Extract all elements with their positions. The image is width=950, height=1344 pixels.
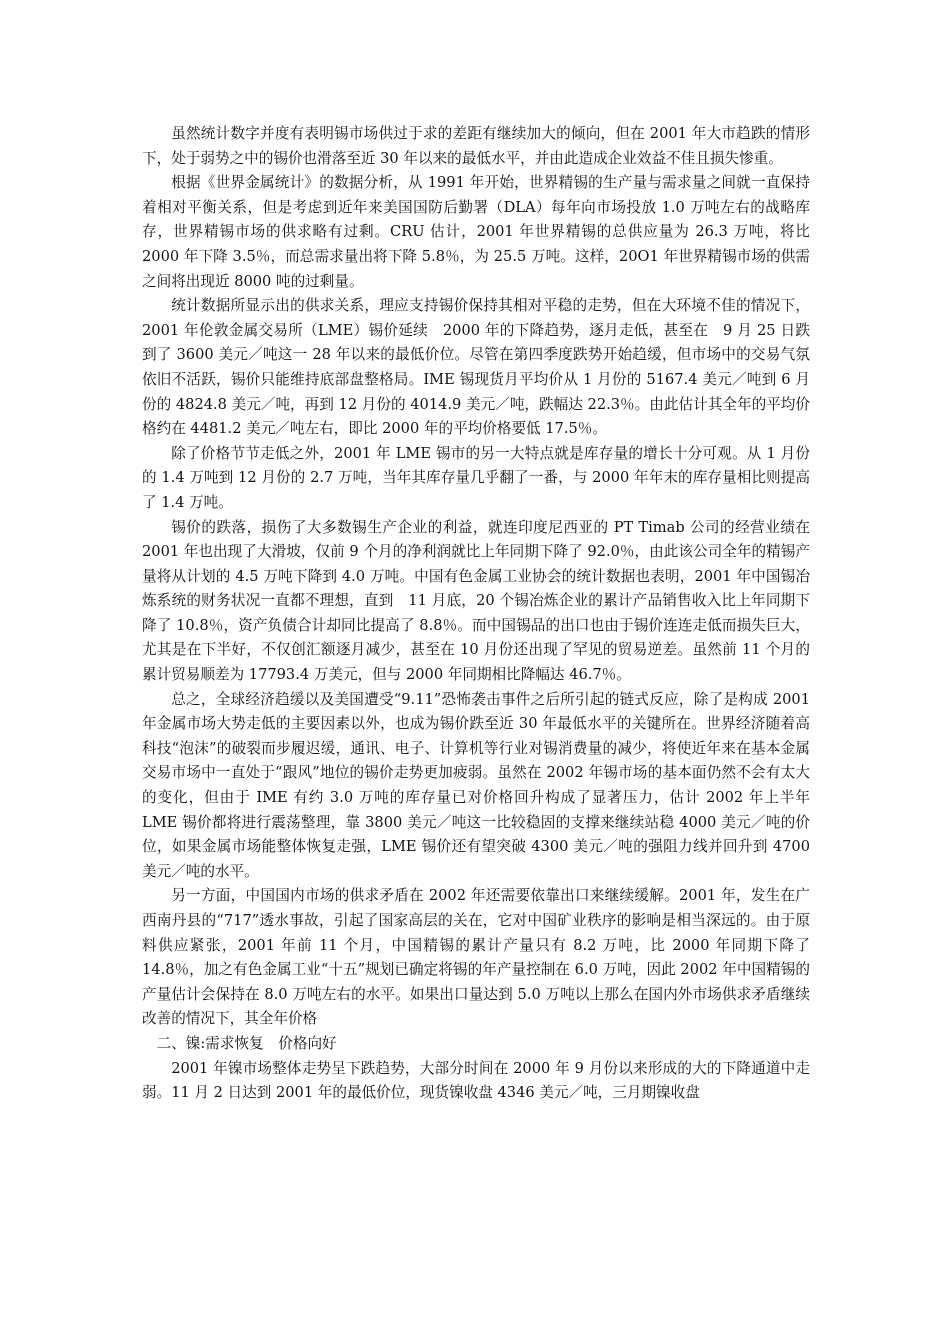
paragraph: 另一方面，中国国内市场的供求矛盾在 2002 年还需要依靠出口来继续缓解。2001 年，发生在广西南丹县的“717”透水事故，引起了国家高层的关在，它对中国矿业秩序的影响是相当深远的。由于原料供应紧张，2001 年前 11 个月，中国精锡的累计产量只有 8.2 万吨，比 2000 年同期下降了 14.8％，加之有色金属工业“十五”规划已确定将锡的年产量控制在 6.0 万吨，因此 2002 年中国精锡的产量估计会保持在 8.0 万吨左右的水平。如果出口量达到 5.0 万吨以上那么在国内外市场供求矛盾继续改善的情况下，其全年价格 — [142, 887, 810, 1028]
paragraph: 虽然统计数字并度有表明锡市场供过于求的差距有继续加大的倾向，但在 2001 年大市趋跌的情形下，处于弱势之中的锡价也滑落至近 30 年以来的最低水平，并由此造成企业效益不佳且损失惨重。 — [142, 125, 810, 167]
paragraph: 锡价的跌落，损伤了大多数锡生产企业的利益，就连印度尼西亚的 PT Timab 公司的经营业绩在 2001 年也出现了大滑坡，仅前 9 个月的净利润就比上年同期下降了 92.0％，由此该公司全年的精锡产量将从计划的 4.5 万吨下降到 4.0 万吨。中国有色金属工业协会的统计数据也表明，2001 年中国锡冶炼系统的财务状况一直都不理想，直到 11 月底，20 个锡冶炼企业的累计产品销售收入比上年同期下降了 10.8％，资产负债合计却同比提高了 8.8％。而中国锡品的出口也由于锡价连连走低而损失巨大，尤其是在下半好，不仅创汇额逐月减少，甚至在 10 月份还出现了罕见的贸易逆差。虽然前 11 个月的累计贸易顺差为 17793.4 万美元，但与 2000 年同期相比降幅达 46.7％。 — [142, 518, 810, 684]
paragraph: 总之，全球经济趋缓以及美国遭受“9.11”恐怖袭击事件之后所引起的链式反应，除了是构成 2001 年金属市场大势走低的主要因素以外，也成为锡价跌至近 30 年最低水平的关键所在。世界经济随着高科技“泡沫”的破裂而步履迟缓，通讯、电子、计算机等行业对锡消费量的减少，将使近年来在基本金属交易市场中一直处于“跟风”地位的锡价走势更加疲弱。虽然在 2002 年锡市场的基本面仍然不会有太大的变化，但由于 IME 有约 3.0 万吨的库存量已对价格回升构成了显著压力，估计 2002 年上半年 LME 锡价都将进行震荡整理，靠 3800 美元／吨这一比较稳固的支撑来继续站稳 4000 美元／吨的价位，如果金属市场能整体恢复走强，LME 锡价还有望突破 4300 美元／吨的强阻力线并回升到 4700 美元／吨的水平。 — [142, 690, 810, 880]
document-body — [142, 122, 810, 1106]
paragraph: 统计数据所显示出的供求关系，理应支持锡价保持其相对平稳的走势，但在大环境不佳的情况下，2001 年伦敦金属交易所（LME）锡价延续 2000 年的下降趋势，逐月走低，甚至在 9 月 25 日跌到了 3600 美元／吨这一 28 年以来的最低价位。尽管在第四季度跌势开始趋缓，但市场中的交易气氛依旧不活跃，锡价只能维持底部盘整格局。IME 锡现货月平均价从 1 月份的 5167.4 美元／吨到 6 月份的 4824.8 美元／吨，再到 12 月份的 4014.9 美元／吨，跌幅达 22.3％。由此估计其全年的平均价格约在 4481.2 美元／吨左右，即比 2000 年的平均价格要低 17.5％。 — [142, 297, 810, 438]
paragraph: 根据《世界金属统计》的数据分析，从 1991 年开始，世界精锡的生产量与需求量之间就一直保持着相对平衡关系，但是考虑到近年来美国国防后勤署（DLA）每年向市场投放 1.0 万吨左右的战略库存，世界精锡市场的供求略有过剩。CRU 估计，2001 年世界精锡的总供应量为 26.3 万吨，将比 2000 年下降 3.5％，而总需求量出将下降 5.8％，为 25.5 万吨。这样，20O1 年世界精锡市场的供需之间将出现近 8000 吨的过剩量。 — [142, 174, 810, 290]
paragraph: 2001 年镍市场整体走势呈下跌趋势，大部分时间在 2000 年 9 月份以来形成的大的下降通道中走弱。11 月 2 日达到 2001 年的最低价位，现货镍收盘 4346 美元／吨，三月期镍收盘 — [142, 1059, 810, 1102]
paragraph: 除了价格节节走低之外，2001 年 LME 锡市的另一大特点就是库存量的增长十分可观。从 1 月份的 1.4 万吨到 12 月份的 2.7 万吨，当年其库存量几乎翻了一番，与 2000 年年末的库存量相比则提高了 1.4 万吨。 — [142, 444, 810, 511]
section-heading: 二、镍:需求恢复 价格向好 — [156, 1034, 337, 1052]
